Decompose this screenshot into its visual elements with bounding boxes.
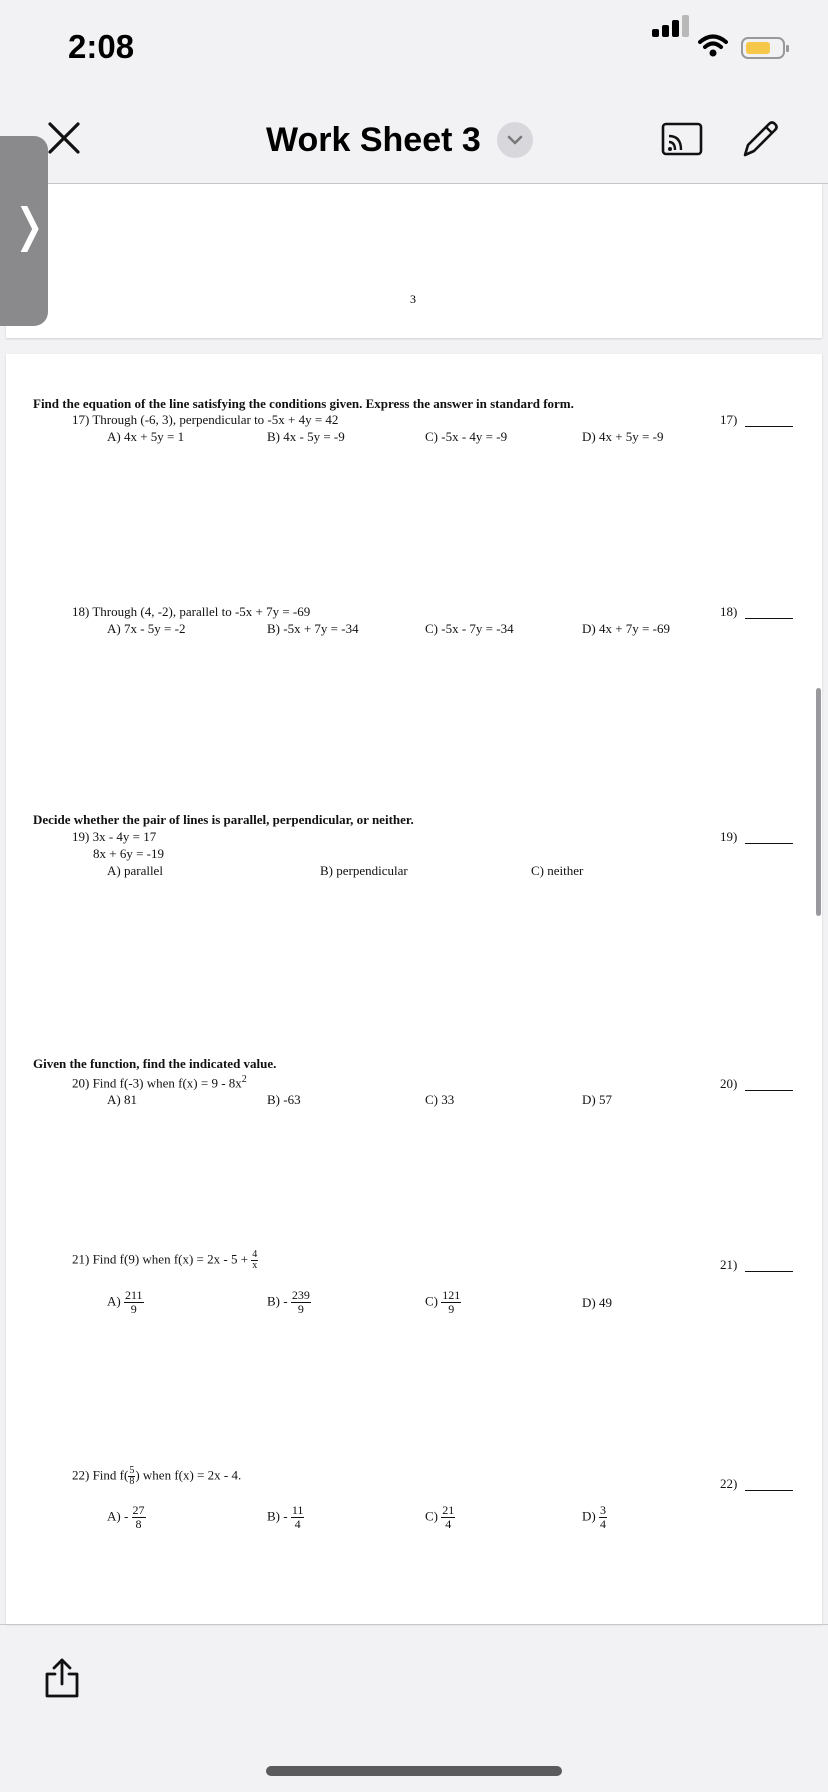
section-instructions: Given the function, find the indicated value. [33, 1056, 277, 1071]
answer-label-20: 20) [720, 1076, 738, 1091]
answer-blank-20 [745, 1090, 793, 1091]
pdf-page [6, 354, 822, 1624]
q20-choice-a: A) 81 [107, 1092, 137, 1107]
battery-icon [741, 37, 785, 59]
q20-choice-c: C) 33 [425, 1092, 455, 1107]
q20-choice-d: D) 57 [582, 1092, 612, 1107]
home-indicator[interactable] [266, 1766, 562, 1776]
q17-choice-d: D) 4x + 5y = -9 [582, 429, 664, 444]
answer-blank-19 [745, 843, 793, 844]
q18-choice-c: C) -5x - 7y = -34 [425, 621, 514, 636]
q21-choice-a: A) $\frac{211}{9}$ [107, 1288, 143, 1316]
answer-blank-18 [745, 618, 793, 619]
q20-choice-b: B) -63 [267, 1092, 301, 1107]
page-number: 3 [410, 292, 416, 306]
q18-choice-b: B) -5x + 7y = -34 [267, 621, 359, 636]
question-22-prompt: 22) Find f( $\frac{5}{8}$ ) when f(x) = 2x - 4. [72, 1465, 242, 1487]
q17-choice-a: A) 4x + 5y = 1 [107, 429, 185, 444]
q17-choice-b: B) 4x - 5y = -9 [267, 429, 345, 444]
pdf-page-previous [6, 184, 822, 338]
q19-choice-a: A) parallel [107, 863, 163, 878]
pencil-icon[interactable] [735, 115, 783, 163]
chevron-down-icon[interactable] [497, 122, 533, 158]
q21-choice-d: D) 49 [582, 1295, 612, 1310]
answer-label-21: 21) [720, 1257, 738, 1272]
q17-choice-c: C) -5x - 4y = -9 [425, 429, 508, 444]
question-20-prompt: 20) Find f(-3) when $f(x) = 9 - 8x^2$ [72, 1074, 247, 1091]
title-group[interactable] [266, 118, 533, 162]
question-19-line2: 8x + 6y = -19 [93, 846, 164, 861]
section-instructions: Decide whether the pair of lines is parallel, perpendicular, or neither. [33, 812, 414, 827]
question-19-prompt: 19) 3x - 4y = 17 [72, 829, 157, 844]
question-21-prompt: 21) Find f(9) when f(x) = 2x - 5 + $\frac{4}{x}$ [72, 1249, 258, 1271]
q19-choice-b: B) perpendicular [320, 863, 408, 878]
scrollbar[interactable] [816, 688, 821, 916]
answer-label-22: 22) [720, 1476, 738, 1491]
question-18-prompt: 18) Through (4, -2), parallel to -5x + 7y = -69 [72, 604, 311, 619]
status-bar [0, 0, 828, 100]
answer-blank-22 [745, 1490, 793, 1491]
answer-label-18: 18) [720, 604, 738, 619]
question-17-prompt: 17) Through (-6, 3), perpendicular to -5x + 4y = 42 [72, 412, 339, 427]
share-icon[interactable] [42, 1656, 82, 1700]
q18-choice-d: D) 4x + 7y = -69 [582, 621, 670, 636]
section-instructions: Find the equation of the line satisfying the conditions given. Express the answer in standard form. [33, 396, 574, 411]
answer-label-19: 19) [720, 829, 738, 844]
wifi-icon [698, 34, 728, 58]
close-icon[interactable] [44, 118, 84, 158]
q22-choice-b: B) - $\frac{11}{4}$ [267, 1503, 304, 1531]
q22-choice-c: C) $\frac{21}{4}$ [425, 1503, 455, 1531]
q22-choice-a: A) - $\frac{27}{8}$ [107, 1503, 145, 1531]
q21-choice-c: C) $\frac{121}{9}$ [425, 1288, 461, 1316]
q18-choice-a: A) 7x - 5y = -2 [107, 621, 186, 636]
q21-choice-b: B) - $\frac{239}{9}$ [267, 1288, 310, 1316]
q22-choice-d: D) $\frac{3}{4}$ [582, 1503, 606, 1531]
toolbar-divider [0, 1624, 828, 1625]
side-panel-tab[interactable] [0, 136, 48, 326]
cast-icon[interactable] [661, 121, 703, 157]
chevron-right-icon: ❭ [10, 198, 49, 252]
answer-blank-17 [745, 426, 793, 427]
q19-choice-c: C) neither [531, 863, 584, 878]
answer-blank-21 [745, 1271, 793, 1272]
document-title: Work Sheet 3 [266, 120, 481, 159]
answer-label-17: 17) [720, 412, 738, 427]
status-time: 2:08 [68, 28, 135, 65]
